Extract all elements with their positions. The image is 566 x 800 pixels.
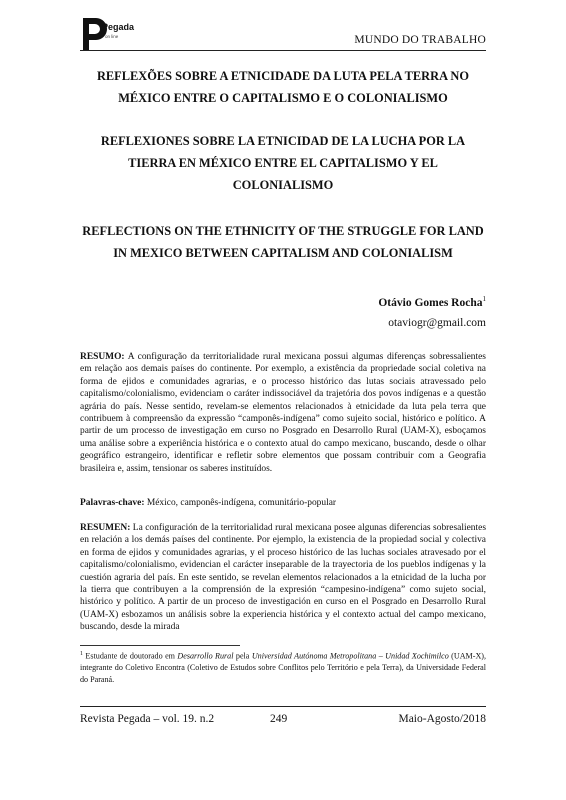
footer-journal: Revista Pegada – vol. 19. n.2 xyxy=(80,713,215,725)
footer-period: Maio-Agosto/2018 xyxy=(398,713,486,725)
logo-name: Pegada xyxy=(102,22,135,32)
title-spanish: REFLEXIONES SOBRE LA ETNICIDAD DE LA LUCHA POR LA TIERRA EN MÉXICO ENTRE EL CAPITALISMO Y EL COLONIALISMO xyxy=(100,134,466,192)
footnote-mark: 1 xyxy=(80,651,83,657)
abstract-portuguese xyxy=(80,351,486,475)
section-label: MUNDO DO TRABALHO xyxy=(354,34,486,46)
author-footnote-mark: 1 xyxy=(482,295,486,303)
footnote xyxy=(80,649,486,685)
title-portuguese: REFLEXÕES SOBRE A ETNICIDADE DA LUTA PELA TERRA NO MÉXICO ENTRE O CAPITALISMO E O COLONIALISMO xyxy=(96,69,470,105)
logo-subtitle: on line xyxy=(105,34,119,39)
author-name-text: Otávio Gomes Rocha xyxy=(378,296,483,309)
footnote-text-1: Estudante de doutorado em xyxy=(83,651,178,661)
abstract-label: RESUMO: xyxy=(80,352,125,362)
resumen-text: La configuración de la territorialidad rural mexicana posee algunas diferencias sobresalientes en relación a los demás países del continente. Por ejemplo, la existencia de la propiedad social y colectiva en forma de ejidos y comunidades agrarias, y el proceso histórico de las luchas sociales atravesado por el capitalismo/colonialismo, evidencian el carácter inseparable de la trayectoria de los pueblos indígenas y la cuestión agraria del país. En este sentido, se revelan elementos relacionados a la etnicidad de la lucha por la tierra que contribuyen a la comprensión de la expresión “campesino-indígena” como sujeto social, histórico y político. A partir de un proceso de investigación en curso en el Posgrado en Desarrollo Rural (UAM-X) esbozamos un análisis sobre la experiencia histórica y el contexto actual del campo mexicano, buscando, desde la mirada xyxy=(80,523,486,633)
footnote-text-3: (UAM-X), integrante do Coletivo Encontra (Coletivo de Estudos sobre Conflitos pelo Território e pela Terra), da Universidade Federal do Paraná. xyxy=(80,651,487,684)
keywords-text: México, camponês-indígena, comunitário-popular xyxy=(144,498,337,508)
keywords xyxy=(80,497,486,509)
keywords-label: Palavras-chave: xyxy=(80,498,145,508)
header-divider xyxy=(80,50,486,51)
author-email[interactable]: otaviogr@gmail.com xyxy=(388,317,486,329)
resumen-label: RESUMEN: xyxy=(80,523,131,533)
author-name xyxy=(378,295,486,309)
footer-divider xyxy=(80,706,486,707)
title-english: REFLECTIONS ON THE ETHNICITY OF THE STRUGGLE FOR LAND IN MEXICO BETWEEN CAPITALISM AND COLONIALISM xyxy=(82,224,484,260)
footnote-italic-2: Universidad Autónoma Metropolitana – Unidad Xochimilco xyxy=(251,651,449,661)
journal-logo xyxy=(80,14,160,54)
footer-page-number: 249 xyxy=(270,713,288,725)
abstract-text: A configuração da territorialidade rural mexicana possui algumas diferenças sobressalientes em relação aos demais países do continente. Por exemplo, a existência da propriedade social coletiva na forma de ejidos e comunidades agrarias, e o processo histórico das lutas sociais atravessado pelo capitalismo/colonialismo, evidenciam o caráter indissociável da trajetória dos povos indígenas e a questão agrária do país. Nesse sentido, revelam-se elementos relacionados à etnicidade da luta pela terra que contribuem à compreensão da expressão “camponês-indígena” como sujeito social, histórico e político. A partir de um processo de investigação em curso no Posgrado en Desarrollo Rural (UAM-X), esboçamos uma análise sobre a experiência histórica e o contexto atual do campo mexicano, buscando, desde o olhar geográfico estrangeiro, identificar e refletir sobre elementos que possam contribuir com a Geografia brasileira e, assim, tensionar os saberes instituídos. xyxy=(80,352,486,474)
footnote-text-2: pela xyxy=(233,651,252,661)
footnote-divider xyxy=(80,645,240,646)
abstract-spanish xyxy=(80,522,486,634)
footnote-italic-1: Desarrollo Rural xyxy=(177,651,234,661)
